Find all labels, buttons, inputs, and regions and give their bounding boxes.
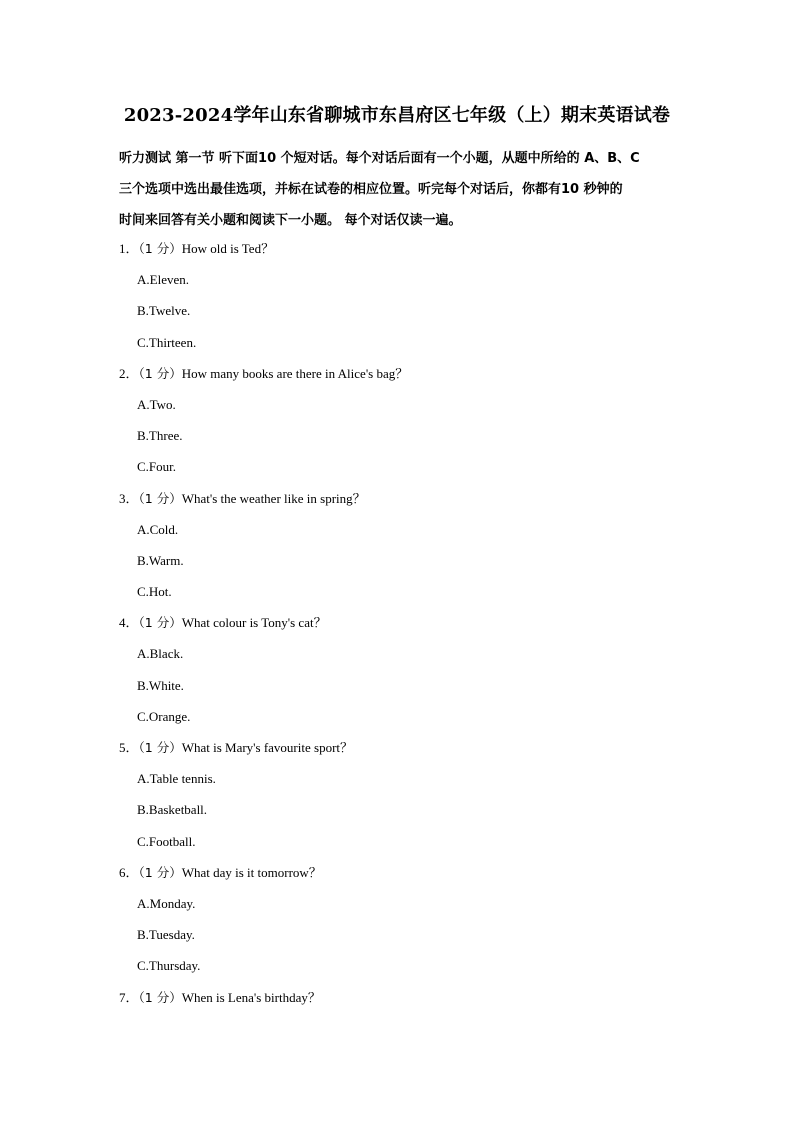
question-number: 7． [119,989,139,1005]
option-b: B.Warm. [137,552,184,568]
question-3 [119,483,679,608]
question-7 [119,982,679,1013]
question-stem [119,358,679,389]
question-text: When is Lena's birthday？ [181,989,321,1005]
option-a: A.Table tennis. [137,771,216,787]
question-4 [119,607,679,732]
listening-instructions [119,143,679,236]
question-stem [119,483,679,514]
question-stem [119,857,679,888]
question-number: 5． [119,740,139,755]
question-stem [119,982,679,1013]
question-score: （1 分） [138,740,182,755]
question-score: （1 分） [138,864,182,880]
option-a: A.Two. [137,396,176,412]
question-number: 4． [119,615,139,631]
question-text: How many books are there in Alice's bag？ [181,365,409,381]
option-c: C.Four. [137,459,177,475]
question-score: （1 分） [138,241,182,256]
question-6 [119,857,679,982]
question-text: What colour is Tony's cat？ [181,615,327,631]
question-number: 1． [119,241,139,256]
option-c: C.Hot. [137,584,172,600]
question-stem [119,732,679,763]
question-2 [119,358,679,483]
question-score: （1 分） [138,365,182,381]
question-text: What's the weather like in spring？ [181,490,366,506]
question-stem [119,233,679,264]
instruction-line: 三个选项中选出最佳选项，并标在试卷的相应位置。听完每个对话后，你都有10 秒钟的 [119,182,623,197]
question-stem [119,607,679,638]
option-c: C.Thirteen. [137,334,197,350]
instruction-line: 时间来回答有关小题和阅读下一小题。 每个对话仅读一遍。 [119,213,462,228]
option-b: B.Twelve. [137,303,191,319]
option-b: B.White. [137,677,184,693]
question-5 [119,732,679,857]
option-c: C.Orange. [137,708,191,724]
instruction-line: 听力测试 第一节 听下面10 个短对话。每个对话后面有一个小题，从题中所给的 A、B、C [119,151,640,166]
question-text: How old is Ted？ [181,241,275,256]
option-a: A.Cold. [137,521,179,537]
question-number: 3． [119,490,139,506]
option-a: A.Eleven. [137,272,189,288]
question-number: 2． [119,365,139,381]
question-score: （1 分） [138,490,182,506]
question-list [119,233,679,1013]
question-text: What day is it tomorrow？ [181,864,322,880]
option-a: A.Monday. [137,895,196,911]
option-c: C.Thursday. [137,958,201,974]
option-c: C.Football. [137,833,196,849]
option-b: B.Tuesday. [137,927,195,943]
option-b: B.Three. [137,428,183,444]
option-b: B.Basketball. [137,802,208,818]
question-text: What is Mary's favourite sport？ [181,740,354,755]
question-number: 6． [119,864,139,880]
page-title: 2023-2024学年山东省聊城市东昌府区七年级（上）期末英语试卷 [123,105,671,126]
question-score: （1 分） [138,615,182,631]
question-score: （1 分） [138,989,182,1005]
option-a: A.Black. [137,646,184,662]
question-1 [119,233,679,358]
